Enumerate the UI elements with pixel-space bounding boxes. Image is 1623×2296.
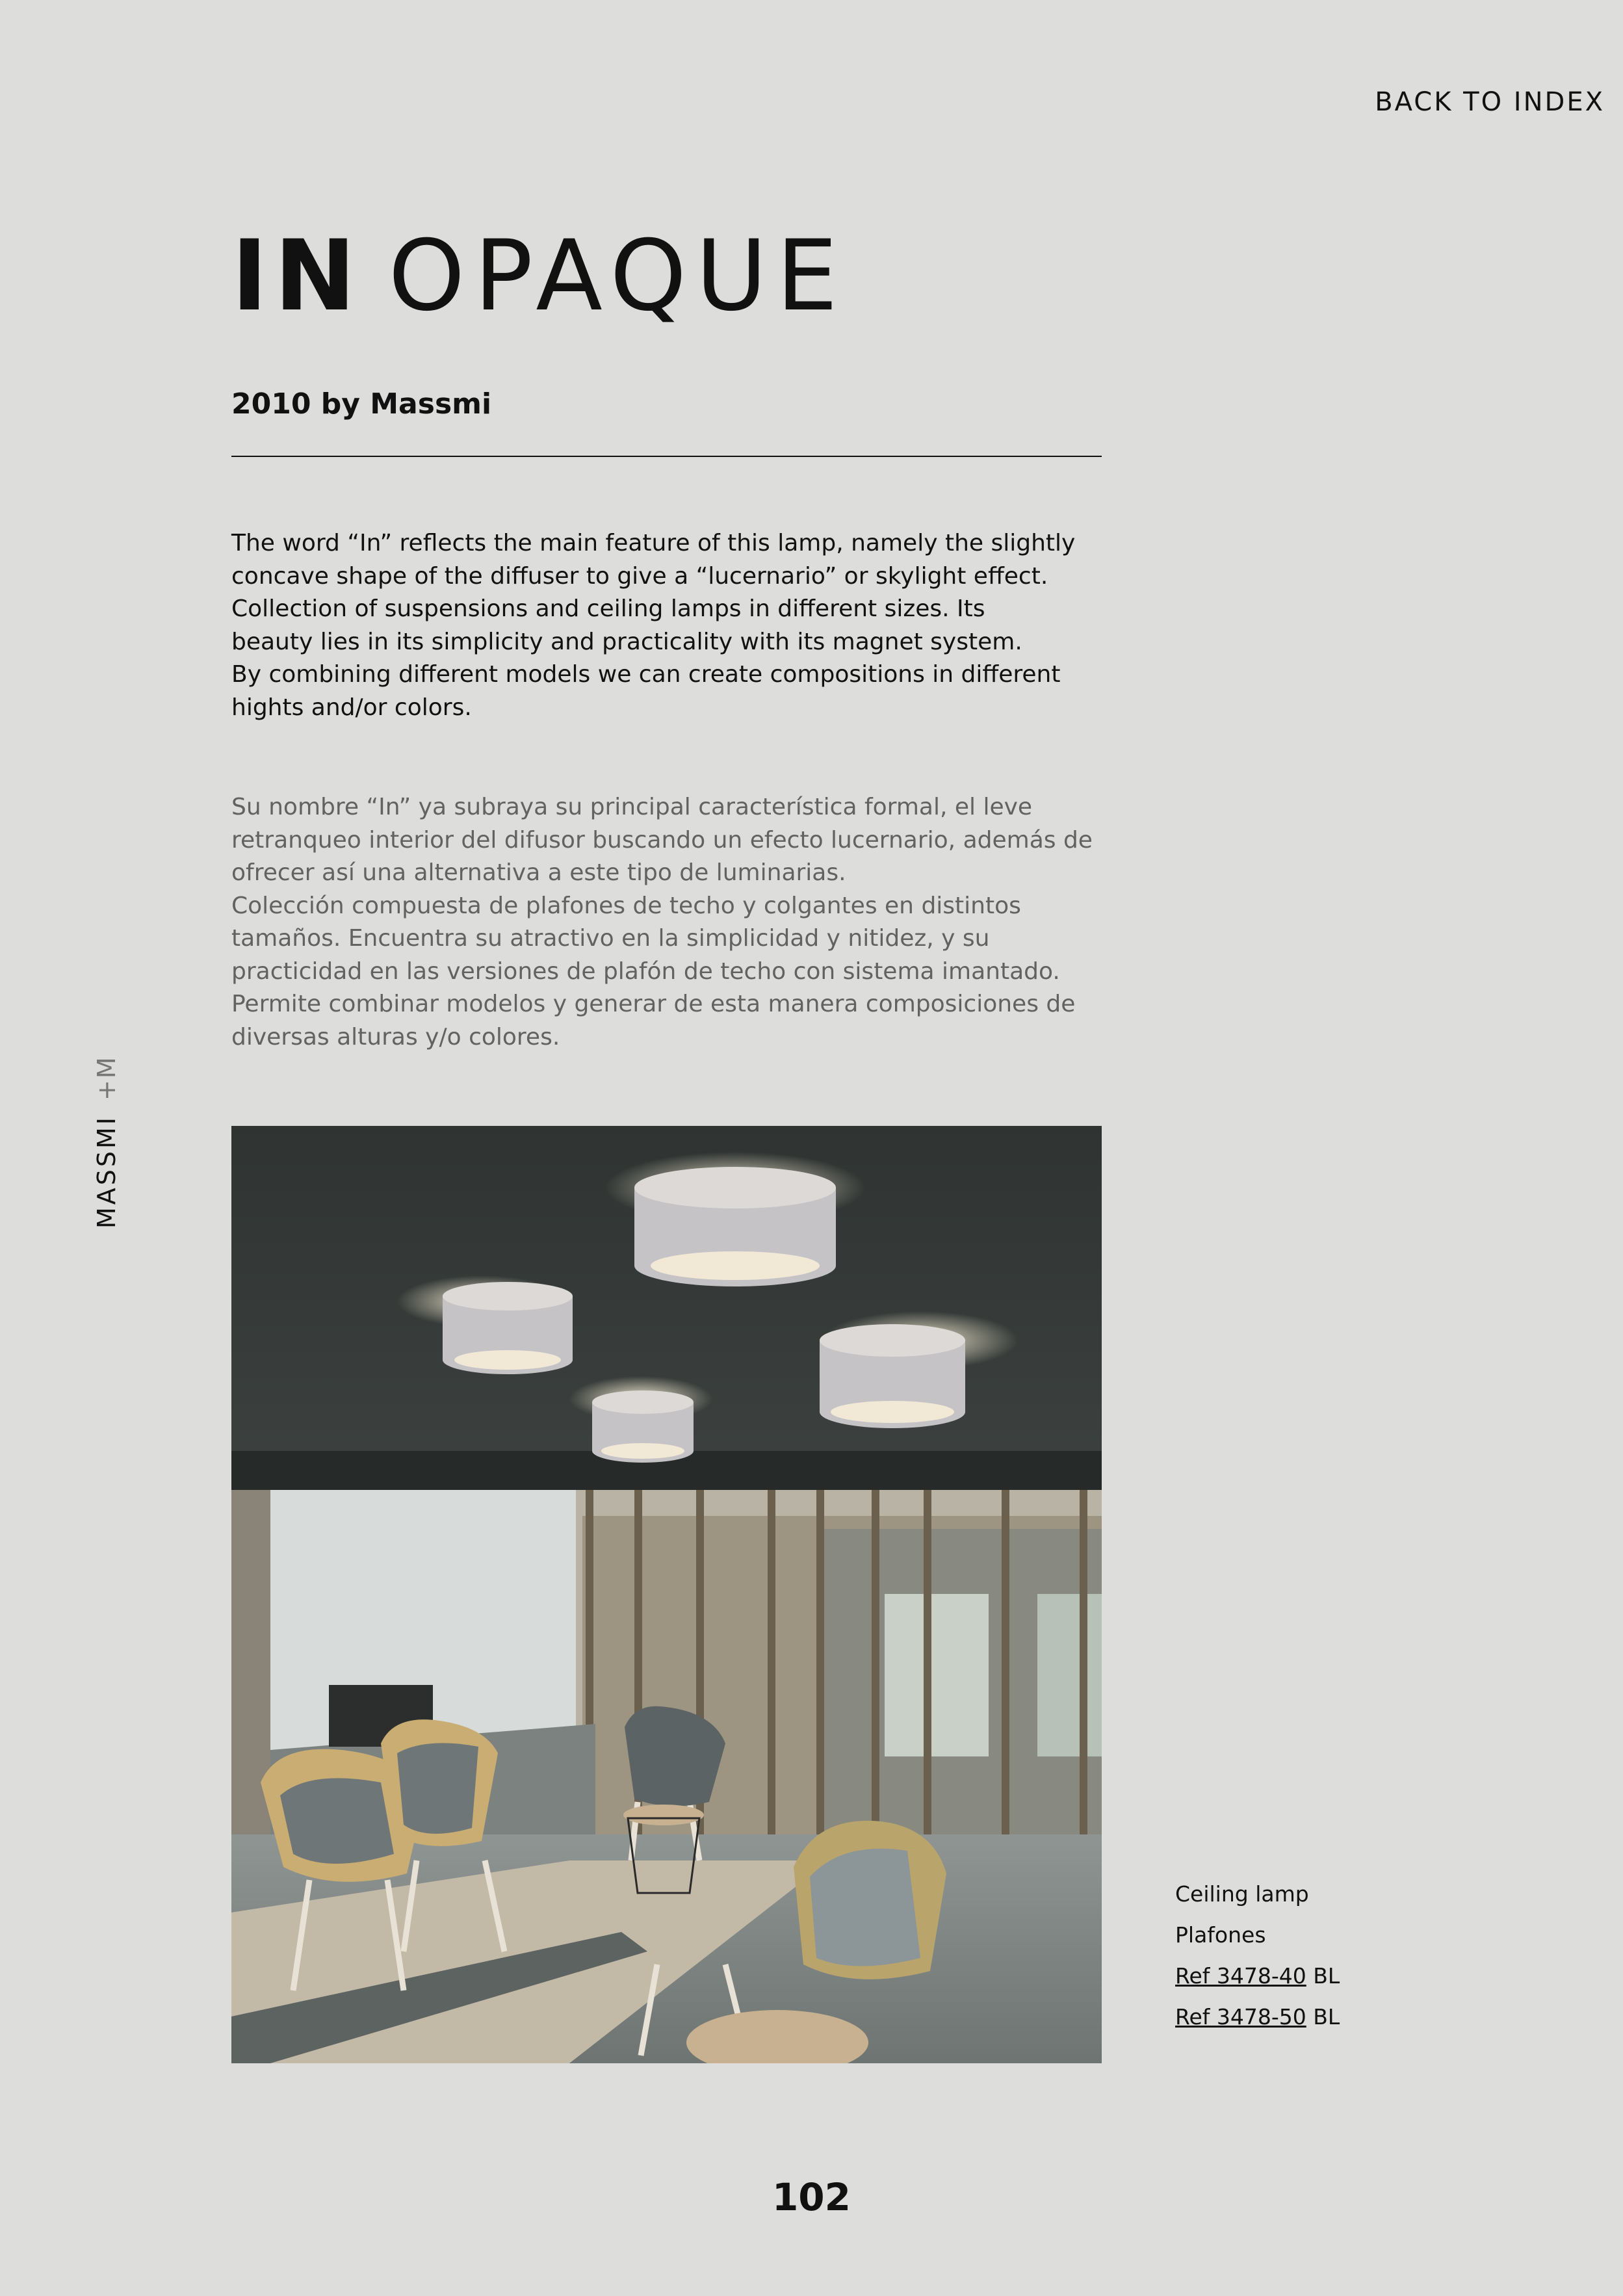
page-number: 102 — [772, 2175, 851, 2219]
side-brand-logo — [92, 1056, 121, 1229]
caption-type-es: Plafones — [1175, 1922, 1266, 1948]
back-to-index-link[interactable]: BACK TO INDEX — [1375, 87, 1605, 117]
caption-ref-row — [1175, 1955, 1340, 1996]
description-spanish — [231, 791, 1115, 1054]
caption-ref-row — [1175, 1996, 1340, 2037]
caption-type-en: Ceiling lamp — [1175, 1881, 1309, 1907]
description-line: concave shape of the diffuser to give a “lucernario” or skylight effect. — [231, 562, 1048, 590]
description-line: diversas alturas y/o colores. — [231, 1023, 560, 1050]
description-line: retranqueo interior del difusor buscando un efecto lucernario, además de — [231, 826, 1093, 854]
product-caption — [1175, 1873, 1340, 2037]
description-line: tamaños. Encuentra su atractivo en la simplicidad y nitidez, y su — [231, 925, 990, 952]
product-subtitle: 2010 by Massmi — [231, 387, 492, 421]
product-ref-finish: BL — [1313, 2004, 1340, 2029]
product-ref-link[interactable]: Ref 3478-40 — [1175, 1963, 1306, 1989]
description-line: Colección compuesta de plafones de techo y colgantes en distintos — [231, 892, 1021, 919]
description-line: hights and/or colors. — [231, 694, 472, 721]
product-photo — [231, 1126, 1102, 2063]
description-line: The word “In” reflects the main feature of this lamp, namely the slightly — [231, 530, 1076, 556]
brand-mark: +M — [92, 1056, 121, 1101]
brand-name: MASSMI — [92, 1114, 121, 1229]
product-title-light: OPAQUE — [388, 220, 847, 333]
product-title — [231, 220, 847, 333]
description-line: By combining different models we can create compositions in different — [231, 661, 1061, 688]
description-english — [231, 527, 1115, 724]
description-line: beauty lies in its simplicity and practicality with its magnet system. — [231, 628, 1022, 655]
description-line: Collection of suspensions and ceiling lamps in different sizes. Its — [231, 595, 985, 622]
product-title-bold: IN — [231, 220, 363, 333]
product-ref-link[interactable]: Ref 3478-50 — [1175, 2004, 1306, 2029]
description-line: Su nombre “In” ya subraya su principal característica formal, el leve — [231, 794, 1033, 820]
description-line: ofrecer así una alternativa a este tipo de luminarias. — [231, 859, 846, 886]
title-divider — [231, 456, 1102, 457]
description-line: practicidad en las versiones de plafón de techo con sistema imantado. — [231, 958, 1060, 985]
description-line: Permite combinar modelos y generar de esta manera composiciones de — [231, 991, 1076, 1017]
product-ref-finish: BL — [1313, 1963, 1340, 1989]
